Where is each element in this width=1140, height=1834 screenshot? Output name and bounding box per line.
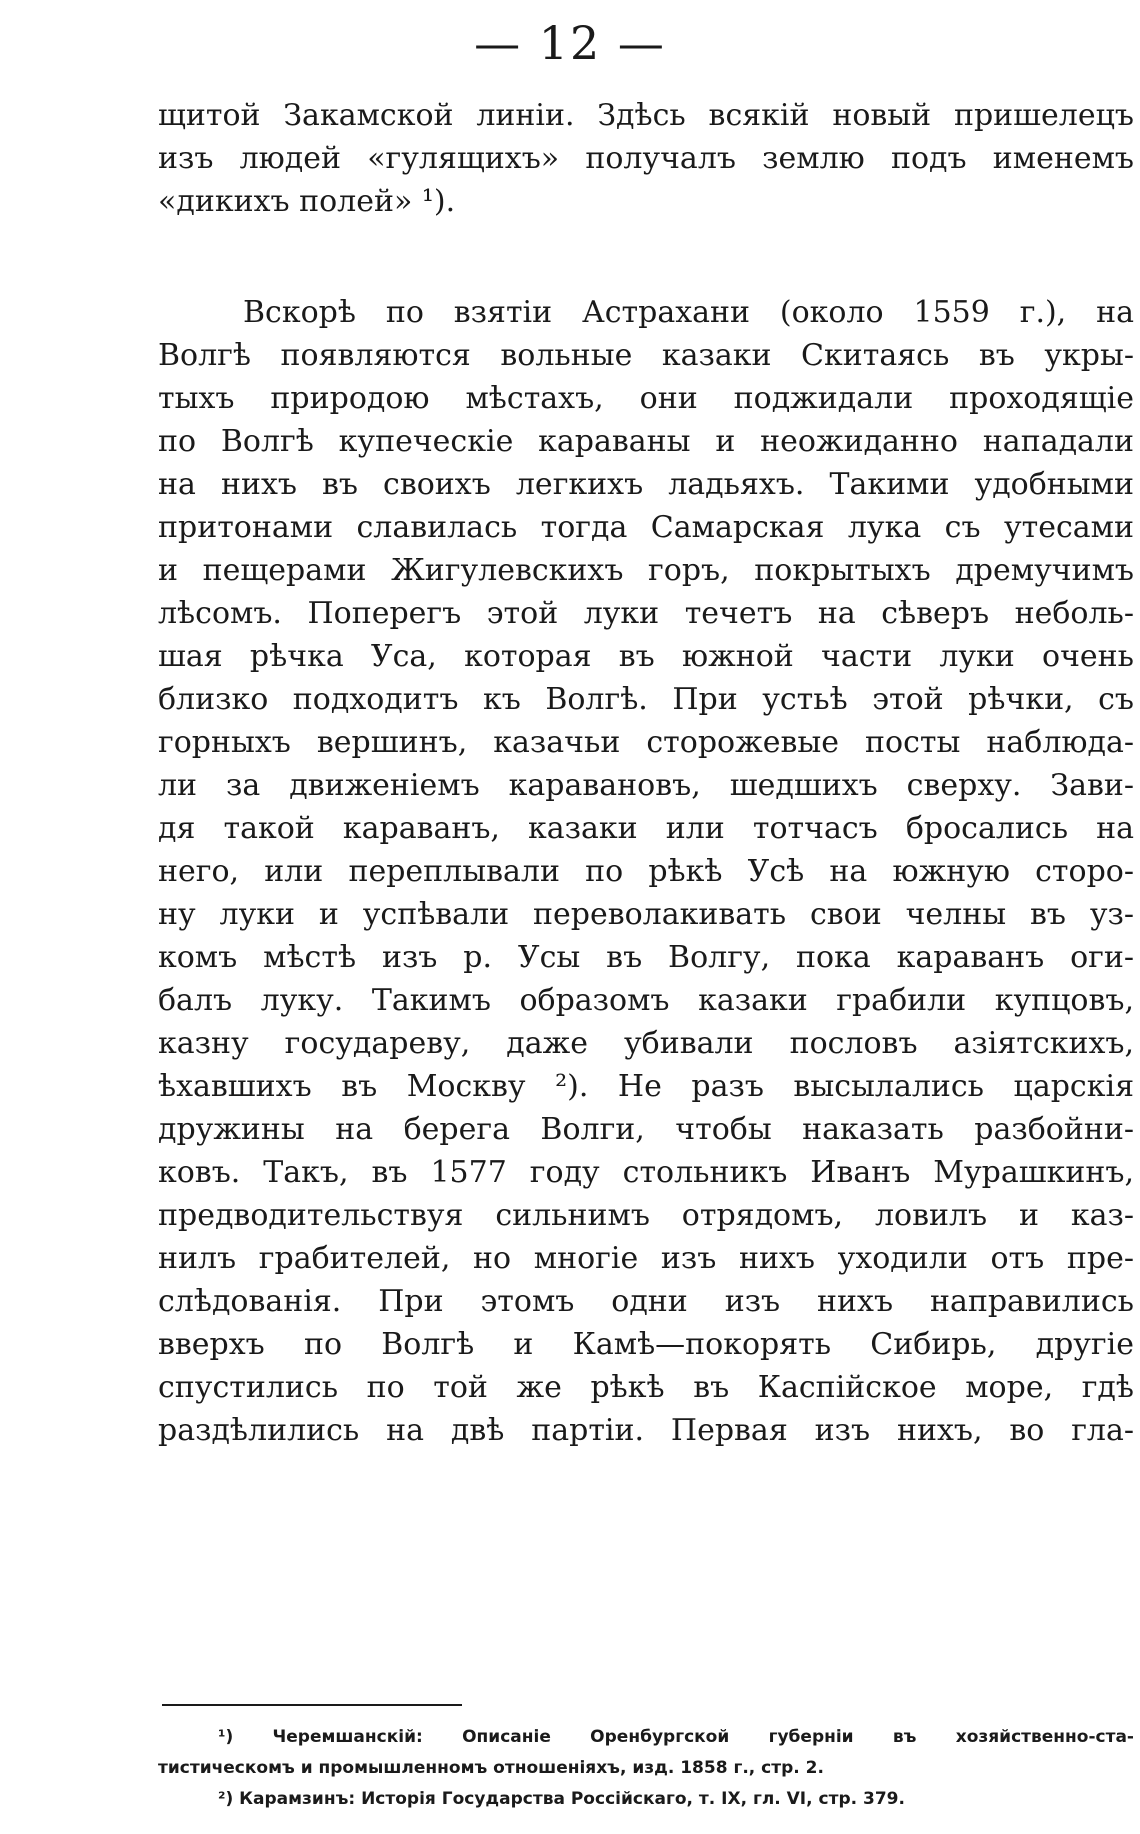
text-line: балъ луку. Такимъ образомъ казаки грабили купцовъ, xyxy=(158,983,1134,1018)
text-line: и пещерами Жигулевскихъ горъ, покрытыхъ дремучимъ xyxy=(158,553,1134,588)
text-line: спустились по той же рѣкѣ въ Каспійское море, гдѣ xyxy=(158,1370,1134,1405)
text-line: по Волгѣ купеческіе караваны и неожиданно нападали xyxy=(158,424,1134,459)
footnote xyxy=(158,1722,1134,1784)
paragraph-spacer xyxy=(158,223,1134,291)
text-line: изъ людей «гулящихъ» получалъ землю подъ именемъ xyxy=(158,141,1134,176)
text-line: горныхъ вершинъ, казачьи сторожевые посты наблюда- xyxy=(158,725,1134,760)
text-line: притонами славилась тогда Самарская лука съ утесами xyxy=(158,510,1134,545)
text-line: раздѣлились на двѣ партіи. Первая изъ нихъ, во гла- xyxy=(158,1413,1134,1448)
text-line: предводительствуя сильнимъ отрядомъ, ловилъ и каз- xyxy=(158,1198,1134,1233)
text-line: дя такой караванъ, казаки или тотчасъ бросались на xyxy=(158,811,1134,846)
footnote-divider xyxy=(162,1704,462,1706)
text-line: Волгѣ появляются вольные казаки Скитаясь въ укры- xyxy=(158,338,1134,373)
text-line: лѣсомъ. Поперегъ этой луки течетъ на сѣверъ неболь- xyxy=(158,596,1134,631)
footnote-line: ²) Карамзинъ: Исторія Государства Россійскаго, т. IX, гл. VI, стр. 379. xyxy=(218,1789,905,1809)
footnote xyxy=(158,1784,1134,1815)
text-line: ѣхавшихъ въ Москву ²). Не разъ высылались царскія xyxy=(158,1069,1134,1104)
footnote-line: тистическомъ и промышленномъ отношеніяхъ, изд. 1858 г., стр. 2. xyxy=(158,1758,824,1778)
text-line: казну государеву, даже убивали пословъ азіятскихъ, xyxy=(158,1026,1134,1061)
text-line: ну луки и успѣвали переволакивать свои челны въ уз- xyxy=(158,897,1134,932)
footnotes xyxy=(158,1722,1134,1815)
text-line: вверхъ по Волгѣ и Камѣ—покорять Сибирь, другіе xyxy=(158,1327,1134,1362)
text-line: Вскорѣ по взятіи Астрахани (около 1559 г.), на xyxy=(243,295,1134,330)
text-line: ли за движеніемъ каравановъ, шедшихъ сверху. Зави- xyxy=(158,768,1134,803)
text-line: на нихъ въ своихъ легкихъ ладьяхъ. Такими удобными xyxy=(158,467,1134,502)
text-line: комъ мѣстѣ изъ р. Усы въ Волгу, пока караванъ оги- xyxy=(158,940,1134,975)
text-line: «дикихъ полей» ¹). xyxy=(158,184,456,219)
paragraph xyxy=(158,94,1134,223)
text-line: тыхъ природою мѣстахъ, они поджидали проходящіе xyxy=(158,381,1134,416)
page-number: — 12 — xyxy=(474,16,666,70)
text-line: щитой Закамской линіи. Здѣсь всякій новый пришелецъ xyxy=(158,98,1134,133)
text-line: ковъ. Такъ, въ 1577 году стольникъ Иванъ Мурашкинъ, xyxy=(158,1155,1134,1190)
text-line: дружины на берега Волги, чтобы наказать разбойни- xyxy=(158,1112,1134,1147)
text-line: слѣдованія. При этомъ одни изъ нихъ направились xyxy=(158,1284,1134,1319)
body-text xyxy=(158,94,1134,1452)
text-line: него, или переплывали по рѣкѣ Усѣ на южную сторо- xyxy=(158,854,1134,889)
text-line: близко подходитъ къ Волгѣ. При устьѣ этой рѣчки, съ xyxy=(158,682,1134,717)
text-line: нилъ грабителей, но многіе изъ нихъ уходили отъ пре- xyxy=(158,1241,1134,1276)
paragraph xyxy=(158,291,1134,1452)
footnote-line: ¹) Черемшанскій: Описаніе Оренбургской губерніи въ хозяйственно-ста- xyxy=(218,1727,1134,1747)
text-line: шая рѣчка Уса, которая въ южной части луки очень xyxy=(158,639,1134,674)
